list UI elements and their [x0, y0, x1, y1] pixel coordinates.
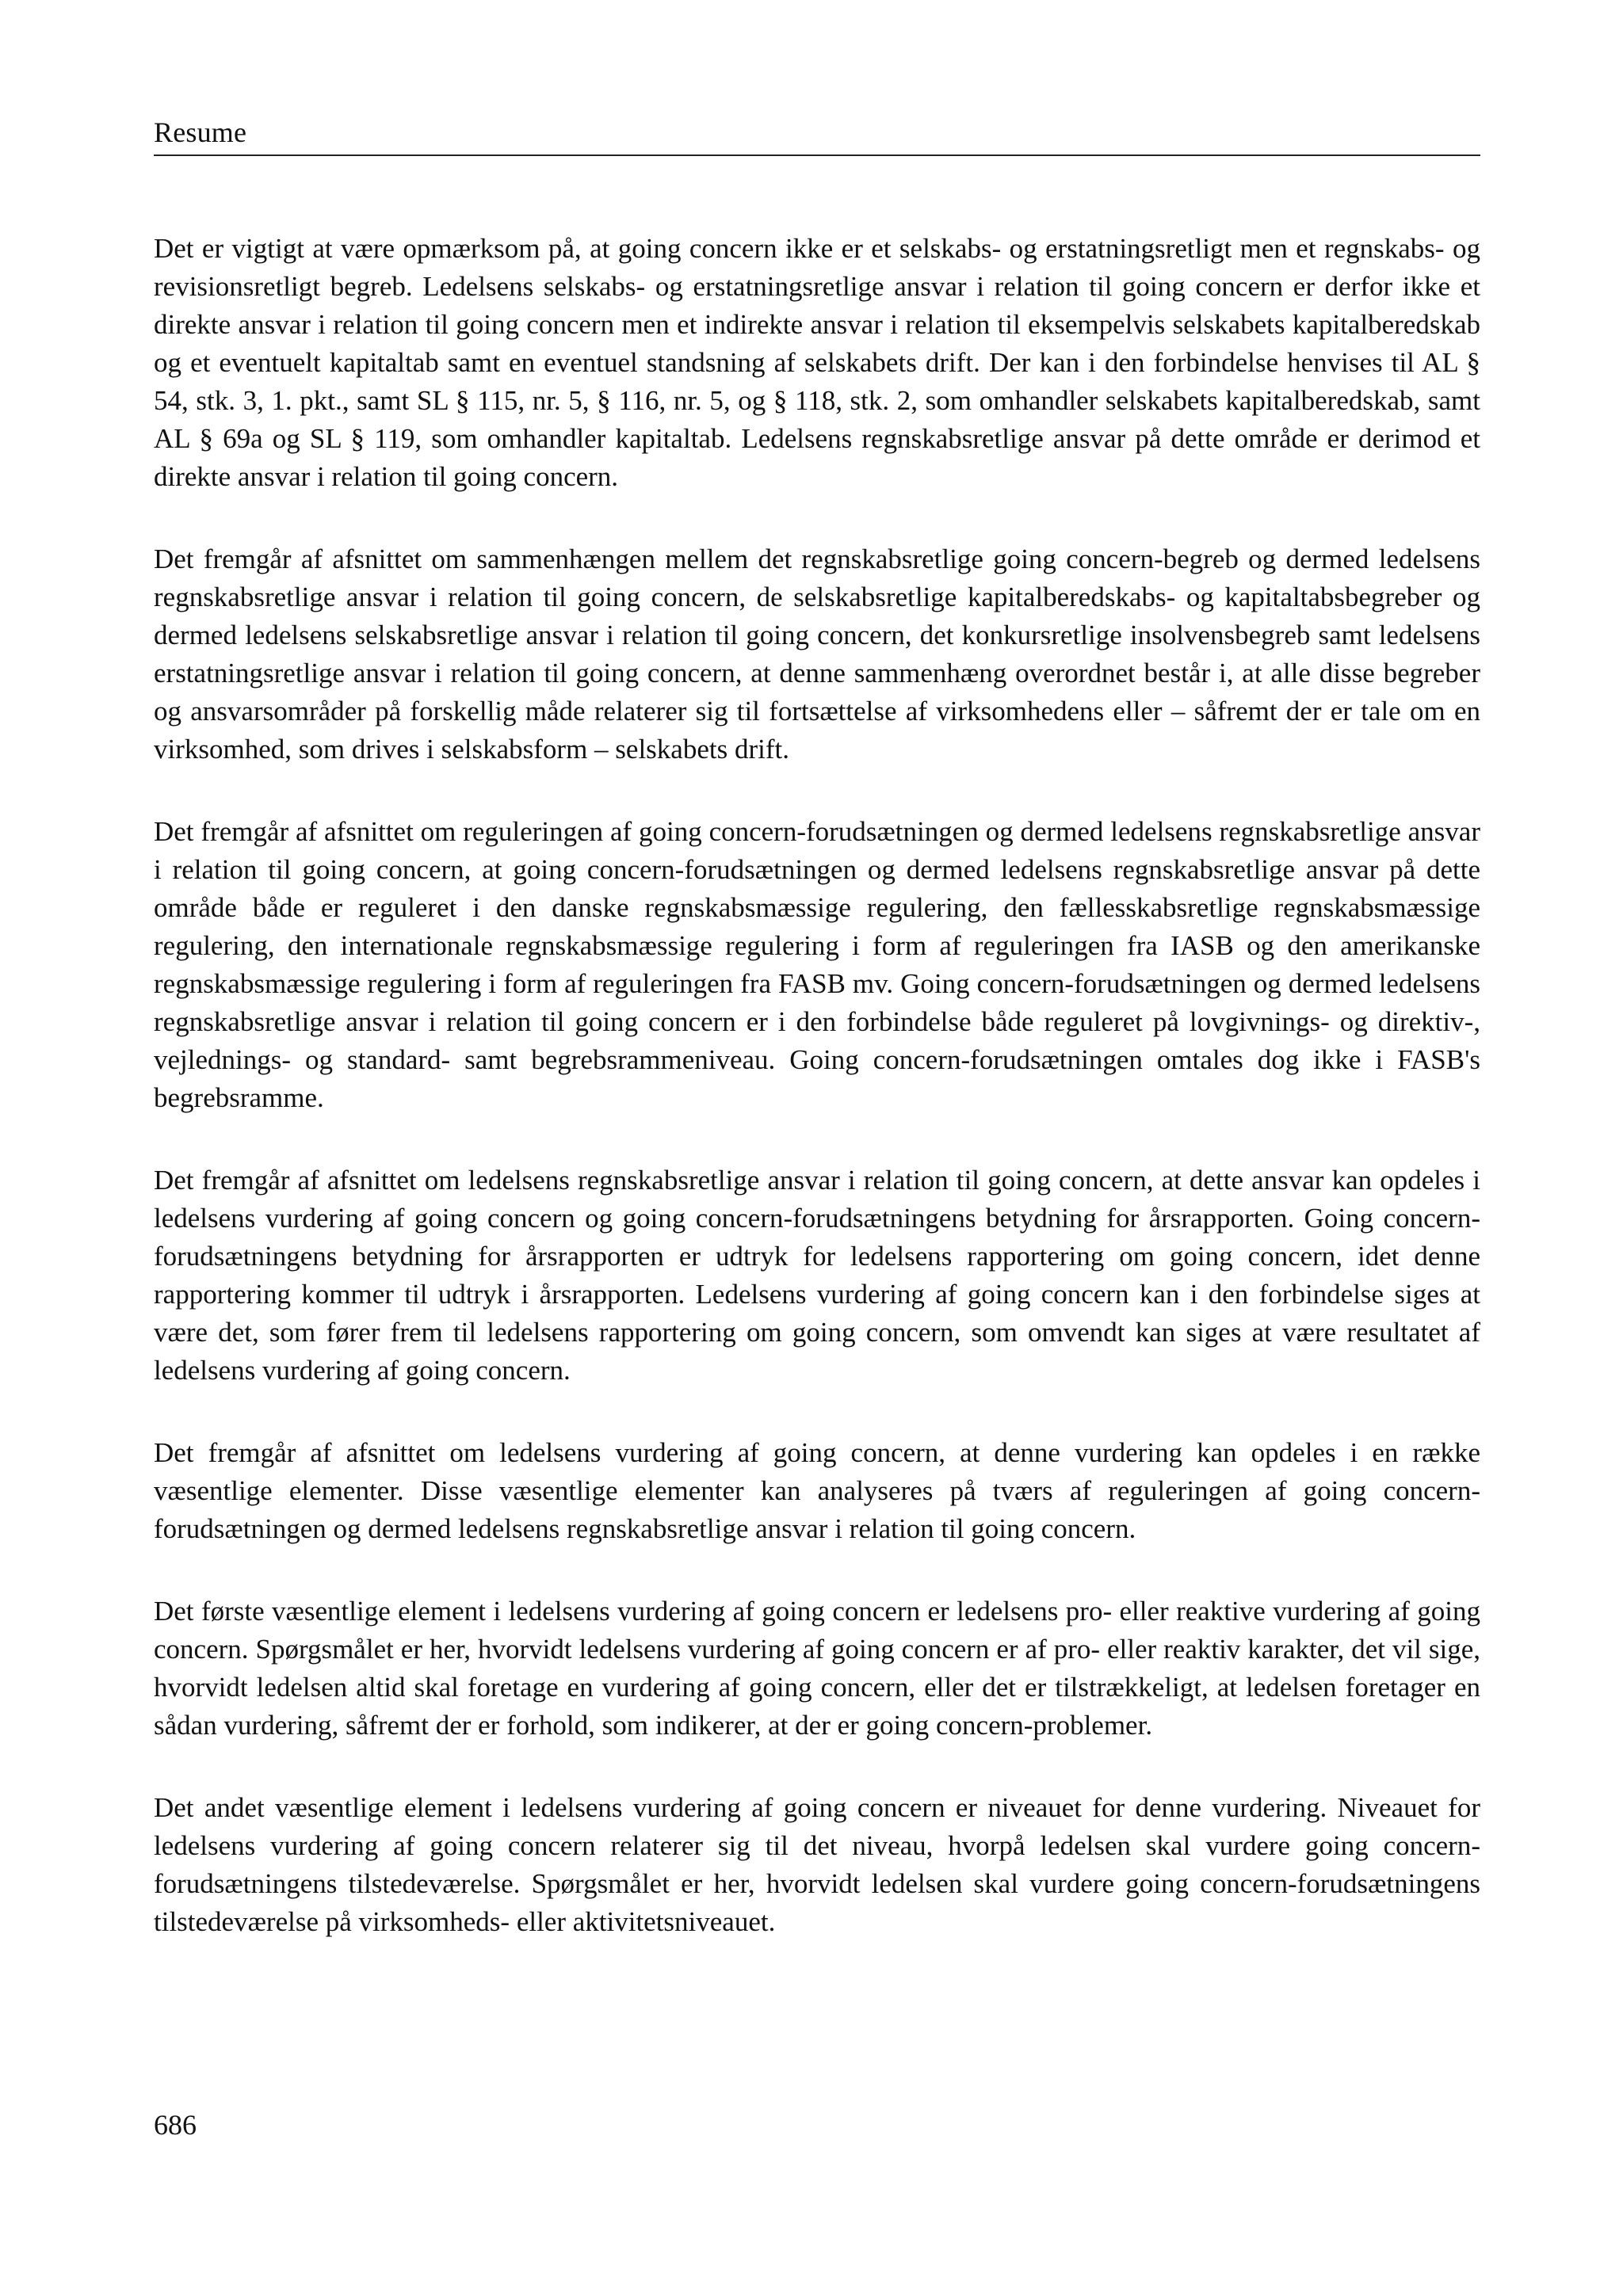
- body-text: [154, 230, 1480, 1985]
- running-head: [154, 113, 1480, 156]
- paragraph: Det er vigtigt at være opmærksom på, at going concern ikke er et selskabs- og erstatningsretligt men et regnskabs- og revisionsretligt begreb. Ledelsens selskabs- og erstatningsretlige ansvar i relation til going concern er derfor ikke et direkte ansvar i relation til going concern men et indirekte ansvar i relation til eksempelvis selskabets kapitalberedskab og et eventuelt kapitaltab samt en eventuel standsning af selskabets drift. Der kan i den forbindelse henvises til AL § 54, stk. 3, 1. pkt., samt SL § 115, nr. 5, § 116, nr. 5, og § 118, stk. 2, som omhandler selskabets kapitalberedskab, samt AL § 69a og SL § 119, som omhandler kapitaltab. Ledelsens regnskabsretlige ansvar på dette område er derimod et direkte ansvar i relation til going concern.: [154, 233, 1480, 492]
- running-head-title: Resume: [154, 116, 247, 148]
- paragraph: Det fremgår af afsnittet om sammenhængen mellem det regnskabsretlige going concern-begreb og dermed ledelsens regnskabsretlige ansvar i relation til going concern, de selskabsretlige kapitalberedskabs- og kapitaltabsbegreber og dermed ledelsens selskabsretlige ansvar i relation til going concern, det konkursretlige insolvensbegreb samt ledelsens erstatningsretlige ansvar i relation til going concern, at denne sammenhæng overordnet består i, at alle disse begreber og ansvarsområder på forskellig måde relaterer sig til fortsættelse af virksomhedens eller – såfremt der er tale om en virksomhed, som drives i selskabsform – selskabets drift.: [154, 543, 1480, 765]
- page-number: 686: [154, 2109, 197, 2141]
- paragraph: Det fremgår af afsnittet om ledelsens regnskabsretlige ansvar i relation til going concern, at dette ansvar kan opdeles i ledelsens vurdering af going concern og going concern-forudsætningens betydning for årsrapporten. Going concern-forudsætningens betydning for årsrapporten er udtryk for ledelsens rapportering om going concern, idet denne rapportering kommer til udtryk i årsrapporten. Ledelsens vurdering af going concern kan i den forbindelse siges at være det, som fører frem til ledelsens rapportering om going concern, som omvendt kan siges at være resultatet af ledelsens vurdering af going concern.: [154, 1165, 1480, 1386]
- paragraph: Det første væsentlige element i ledelsens vurdering af going concern er ledelsens pro- eller reaktive vurdering af going concern. Spørgsmålet er her, hvorvidt ledelsens vurdering af going concern er af pro- eller reaktiv karakter, det vil sige, hvorvidt ledelsen altid skal foretage en vurdering af going concern, eller det er tilstrækkeligt, at ledelsen foretager en sådan vurdering, såfremt der er forhold, som indikerer, at der er going concern-problemer.: [154, 1596, 1480, 1741]
- paragraph: Det fremgår af afsnittet om reguleringen af going concern-forudsætningen og dermed ledelsens regnskabsretlige ansvar i relation til going concern, at going concern-forudsætningen og dermed ledelsens regnskabsretlige ansvar på dette område både er reguleret i den danske regnskabsmæssige regulering, den fællesskabsretlige regnskabsmæssige regulering, den internationale regnskabsmæssige regulering i form af reguleringen fra IASB og den amerikanske regnskabsmæssige regulering i form af reguleringen fra FASB mv. Going concern-forudsætningen og dermed ledelsens regnskabsretlige ansvar i relation til going concern er i den forbindelse både reguleret på lovgivnings- og direktiv-, vejlednings- og standard- samt begrebsrammeniveau. Going concern-forudsætningen omtales dog ikke i FASB's begrebsramme.: [154, 816, 1480, 1113]
- paragraph: Det fremgår af afsnittet om ledelsens vurdering af going concern, at denne vurdering kan opdeles i en række væsentlige elementer. Disse væsentlige elementer kan analyseres på tværs af reguleringen af going concern-forudsætningen og dermed ledelsens regnskabsretlige ansvar i relation til going concern.: [154, 1437, 1480, 1544]
- paragraph: Det andet væsentlige element i ledelsens vurdering af going concern er niveauet for denne vurdering. Niveauet for ledelsens vurdering af going concern relaterer sig til det niveau, hvorpå ledelsen skal vurdere going concern-forudsætningens tilstedeværelse. Spørgsmålet er her, hvorvidt ledelsen skal vurdere going concern-forudsætningens tilstedeværelse på virksomheds- eller aktivitetsniveauet.: [154, 1792, 1480, 1937]
